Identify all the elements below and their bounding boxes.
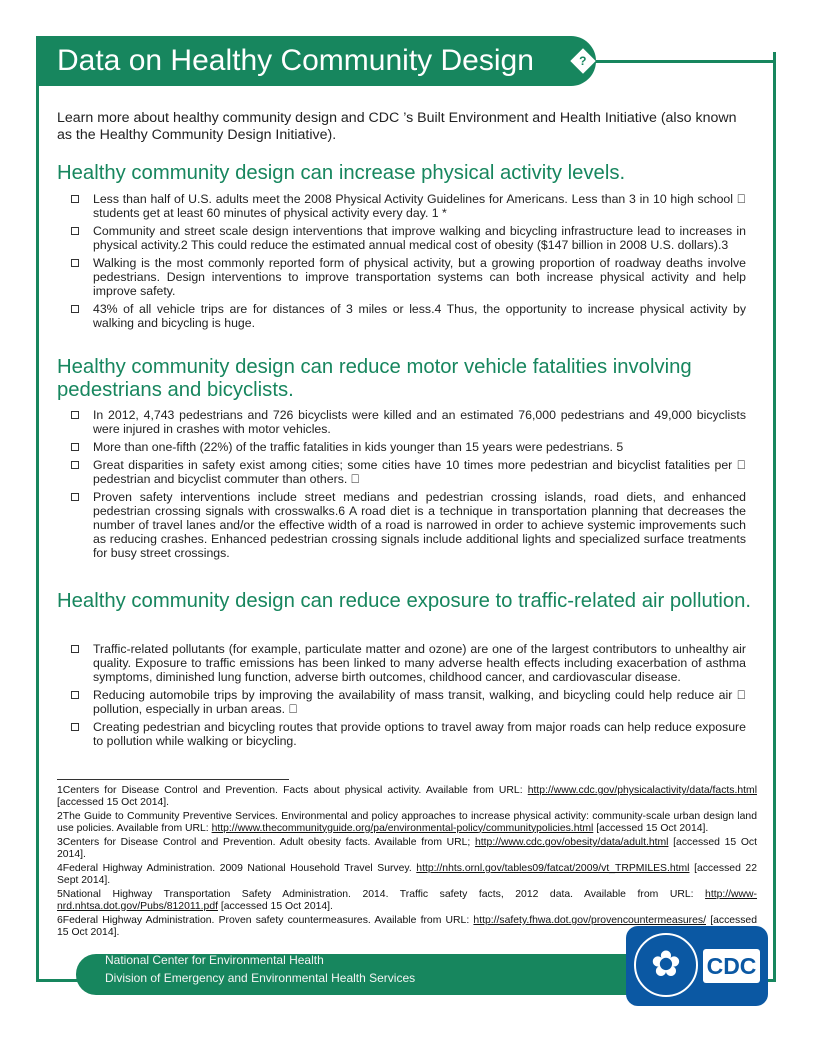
bullet-list-physical-activity <box>70 192 746 334</box>
list-item: Community and street scale design interventions that improve walking and bicycling infrastructure lead to increases in physical activity.2 This could reduce the estimated annual medical cost of obesity ($147 billion in 2008 U.S. dollars).3 <box>70 224 746 252</box>
footer-division-name: Division of Emergency and Environmental Health Services <box>105 971 416 985</box>
footnote-link[interactable]: http://safety.fhwa.dot.gov/provencountermeasures/ <box>473 915 706 926</box>
title-diamond-icon: ? <box>570 48 595 73</box>
footnote-link[interactable]: http://www-nrd.nhtsa.dot.gov/Pubs/812011.pdf <box>57 889 758 912</box>
footnotes <box>57 785 757 941</box>
list-item: Great disparities in safety exist among cities; some cities have 10 times more pedestrian and bicyclist fatalities per   pedestrian and bicyclist commuter than others.   <box>70 458 746 486</box>
list-item: Creating pedestrian and bicycling routes that provide options to travel away from major roads can help reduce exposure to pollution while walking or bicycling. <box>70 720 746 748</box>
page-title: Data on Healthy Community Design <box>57 44 534 77</box>
footnote-rule <box>57 779 289 780</box>
list-item: Less than half of U.S. adults meet the 2008 Physical Activity Guidelines for Americans. Less than 3 in 10 high school   students get at least 60 minutes of physical activity every day. 1 * <box>70 192 746 220</box>
section-heading-physical-activity: Healthy community design can increase physical activity levels. <box>57 162 626 184</box>
footer-center-name: National Center for Environmental Health <box>105 953 324 967</box>
list-item: In 2012, 4,743 pedestrians and 726 bicyclists were killed and an estimated 76,000 pedestrians and 49,000 bicyclists were injured in crashes with motor vehicles. <box>70 408 746 436</box>
footnote: 5National Highway Transportation Safety Administration. 2014. Traffic safety facts, 2012 data. Available from URL: http://www-nrd.nhtsa.dot.gov/Pubs/812011.pdf [accessed 15 Oct 2014]. <box>57 889 758 912</box>
list-item: Proven safety interventions include street medians and pedestrian crossing islands, road diets, and enhanced pedestrian crossing signals with crosswalks.6 A road diet is a technique in transportation planning that decreases the number of travel lanes and/or the effective width of a road is narrowed in order to achieve systemic improvements such as reducing crashes. Enhanced pedestrian crossing signals include additional lights and specialized surface treatments for busy street crossings. <box>70 490 746 560</box>
list-item: Traffic-related pollutants (for example, particulate matter and ozone) are one of the largest contributors to unhealthy air quality. Exposure to traffic emissions has been linked to many adverse health effects including exacerbation of asthma symptoms, diminished lung function, adverse birth outcomes, childhood cancer, and cardiovascular disease. <box>70 642 746 684</box>
list-item: Reducing automobile trips by improving the availability of mass transit, walking, and bicycling could help reduce air   pollution, especially in urban areas.   <box>70 688 746 716</box>
hhs-eagle-seal-icon: ✿ <box>634 933 698 997</box>
footnote: 1Centers for Disease Control and Prevention. Facts about physical activity. Available from URL: http://www.cdc.gov/physicalactivity/data/facts.html [accessed 15 Oct 2014]. <box>57 785 757 808</box>
footnote-link[interactable]: http://nhts.ornl.gov/tables09/fatcat/2009/vt_TRPMILES.html <box>416 863 690 874</box>
footnote-link[interactable]: http://www.cdc.gov/obesity/data/adult.html <box>475 837 669 848</box>
list-item: Walking is the most commonly reported form of physical activity, but a growing proportion of roadway deaths involve pedestrians. Design interventions to improve transportation systems can both increase physical activity and help improve safety. <box>70 256 746 298</box>
footnote: 2The Guide to Community Preventive Services. Environmental and policy approaches to increase physical activity: community-scale urban design land use policies. Available from URL: http://www.thecommunityguide.org/pa/environmental-policy/communitypolicies.html [accessed 15 Oct 2014]. <box>57 811 757 834</box>
footnote: 6Federal Highway Administration. Proven safety countermeasures. Available from URL: http://safety.fhwa.dot.gov/provencountermeasures/ [accessed 15 Oct 2014]. <box>57 915 757 938</box>
bullet-list-pedestrian-safety <box>70 408 746 564</box>
bullet-list-air-pollution <box>70 642 746 752</box>
section-heading-pedestrian-safety: Healthy community design can reduce motor vehicle fatalities involving pedestrians and bicyclists. <box>57 356 692 401</box>
page-border-top <box>570 60 776 63</box>
footnote: 3Centers for Disease Control and Prevention. Adult obesity facts. Available from URL; http://www.cdc.gov/obesity/data/adult.html [accessed 15 Oct 2014]. <box>57 837 758 860</box>
list-item: 43% of all vehicle trips are for distances of 3 miles or less.4 Thus, the opportunity to increase physical activity by walking and bicycling is huge. <box>70 302 746 330</box>
cdc-logo-text: CDC <box>703 949 760 983</box>
section-heading-air-pollution: Healthy community design can reduce exposure to traffic-related air pollution. <box>57 590 752 612</box>
intro-paragraph: Learn more about healthy community design and CDC ’s Built Environment and Health Initiative (also known as the Healthy Community Design Initiative). <box>57 110 737 143</box>
footnote-link[interactable]: http://www.cdc.gov/physicalactivity/data/facts.html <box>527 785 757 796</box>
list-item: More than one-fifth (22%) of the traffic fatalities in kids younger than 15 years were pedestrians. 5 <box>70 440 746 454</box>
footnote: 4Federal Highway Administration. 2009 National Household Travel Survey. http://nhts.ornl.gov/tables09/fatcat/2009/vt_TRPMILES.html [accessed 22 Sept 2014]. <box>57 863 757 886</box>
cdc-logo <box>626 926 768 1006</box>
footnote-link[interactable]: http://www.thecommunityguide.org/pa/environmental-policy/communitypolicies.html <box>211 822 594 834</box>
